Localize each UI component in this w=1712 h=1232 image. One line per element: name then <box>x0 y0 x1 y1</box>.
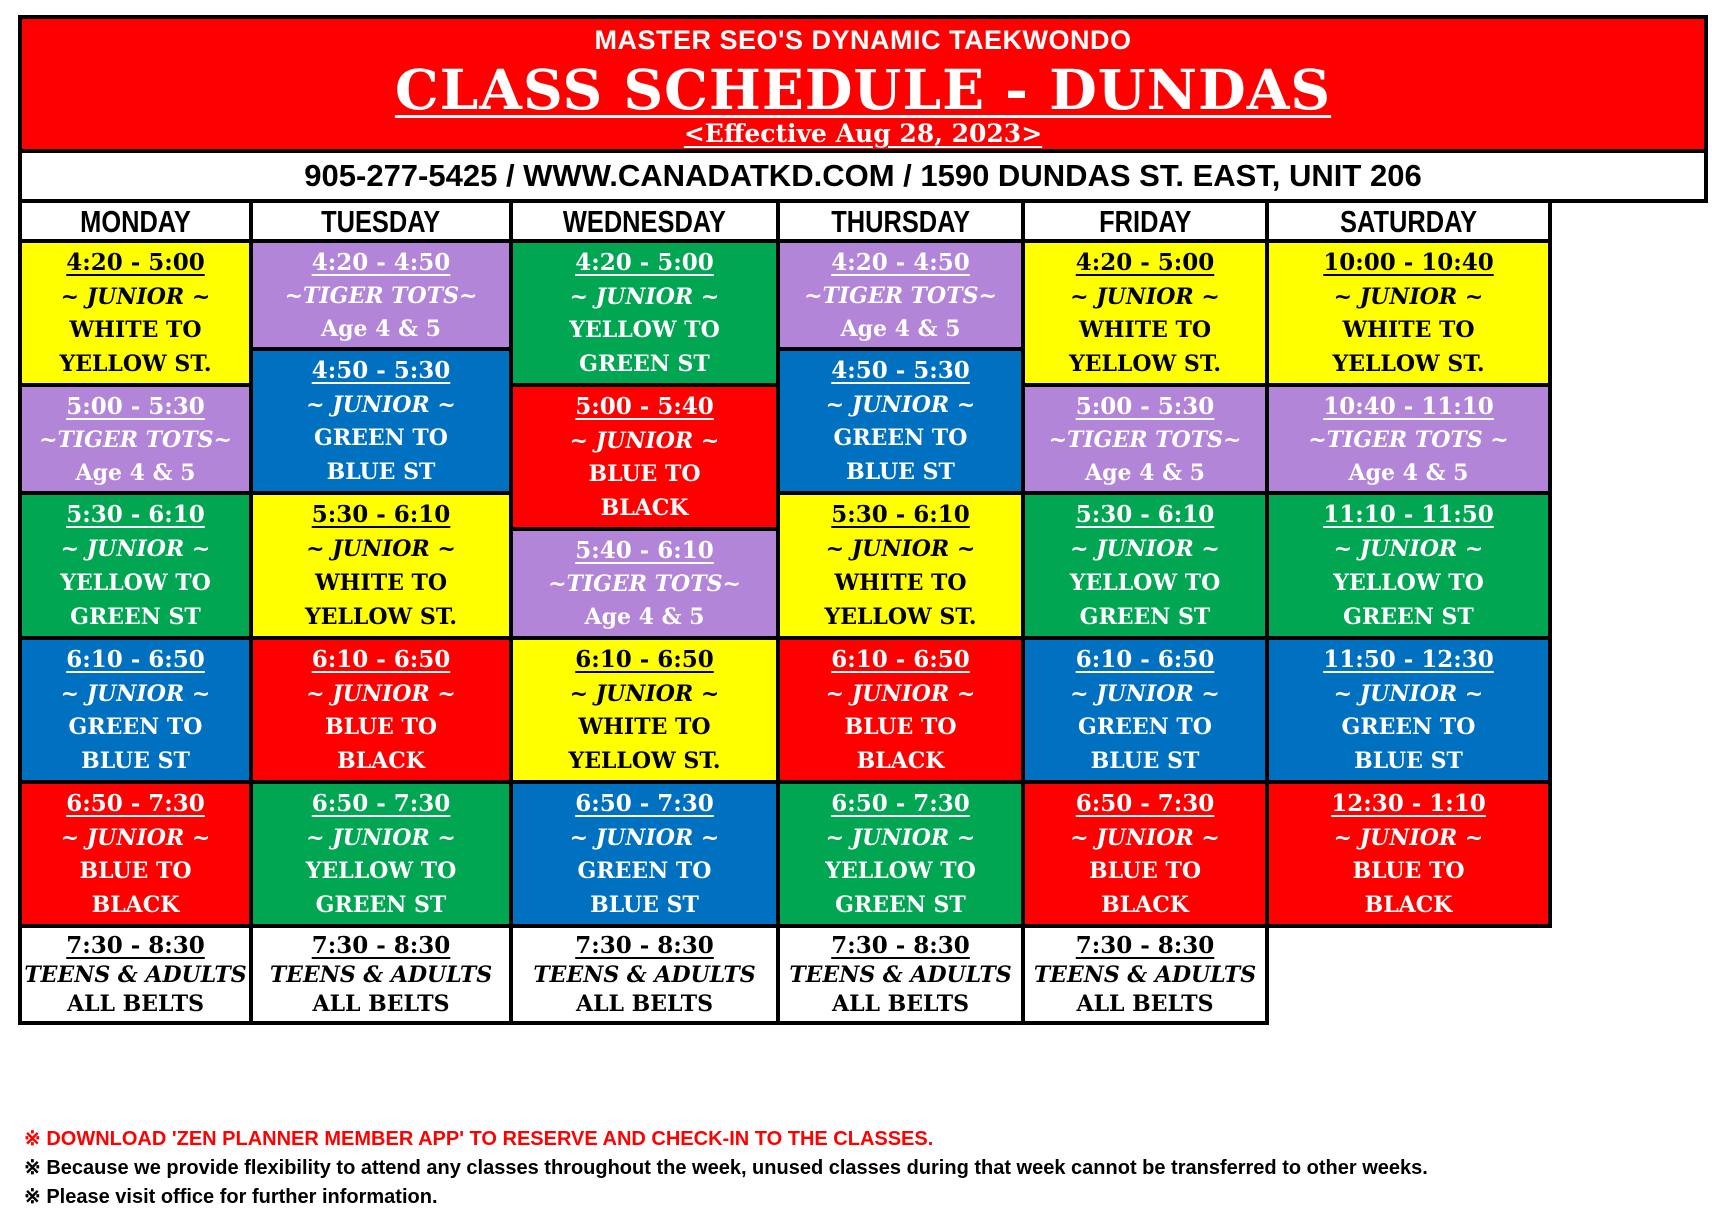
class-time: 6:10 - 6:50 <box>66 645 205 673</box>
class-cell-wednesday-0 <box>509 239 780 387</box>
class-level: ALL BELTS <box>832 991 969 1018</box>
class-cell-saturday-4 <box>1265 780 1552 928</box>
class-time: 6:50 - 7:30 <box>831 789 970 817</box>
class-level: ALL BELTS <box>1076 991 1214 1018</box>
class-cell-thursday-5 <box>776 924 1025 1025</box>
day-header-monday: MONDAY <box>18 203 253 243</box>
class-level: YELLOW TO <box>60 570 211 596</box>
day-header-saturday: SATURDAY <box>1265 203 1552 243</box>
class-level: YELLOW TO <box>825 858 976 885</box>
class-level-2: BLUE ST <box>1354 748 1463 775</box>
class-program: ~TIGER TOTS ~ <box>1308 426 1509 453</box>
note-office: ※ Please visit office for further information. <box>24 1186 438 1208</box>
class-time: 11:10 - 11:50 <box>1323 501 1494 528</box>
class-level: BLUE TO <box>79 858 192 885</box>
class-level: Age 4 & 5 <box>321 315 441 342</box>
class-time: 5:40 - 6:10 <box>575 536 714 564</box>
class-time: 11:50 - 12:30 <box>1323 645 1494 673</box>
class-program: ~ JUNIOR ~ <box>60 283 211 310</box>
class-cell-saturday-2 <box>1265 491 1552 640</box>
class-level: ALL BELTS <box>67 991 204 1018</box>
class-time: 6:50 - 7:30 <box>1075 789 1215 817</box>
class-cell-thursday-2 <box>776 491 1025 640</box>
class-time: 6:10 - 6:50 <box>831 645 970 673</box>
class-cell-thursday-3 <box>776 636 1025 784</box>
class-level-2: YELLOW ST. <box>824 604 977 630</box>
class-program: ~ JUNIOR ~ <box>1070 680 1220 707</box>
class-program: ~ JUNIOR ~ <box>306 391 456 418</box>
class-time: 12:30 - 1:10 <box>1331 789 1486 817</box>
class-time: 6:10 - 6:50 <box>575 645 714 673</box>
class-level-2: GREEN ST <box>835 892 966 919</box>
class-cell-monday-2 <box>18 491 253 640</box>
class-level: Age 4 & 5 <box>840 315 961 342</box>
class-time: 10:40 - 11:10 <box>1323 392 1494 420</box>
class-program: ~ JUNIOR ~ <box>60 680 211 707</box>
class-cell-saturday-1 <box>1265 383 1552 495</box>
class-time: 10:00 - 10:40 <box>1323 248 1494 276</box>
schedule-poster <box>18 15 1708 1125</box>
class-level-2: BLUE ST <box>1090 748 1200 775</box>
class-program: ~ JUNIOR ~ <box>1070 824 1220 851</box>
class-time: 5:00 - 5:30 <box>1075 392 1215 420</box>
class-cell-friday-4 <box>1021 780 1269 928</box>
class-program: ~ JUNIOR ~ <box>569 824 720 851</box>
class-cell-wednesday-4 <box>509 780 780 928</box>
class-level-2: BLUE ST <box>326 459 436 486</box>
class-program: TEENS & ADULTS <box>24 961 247 988</box>
class-program: ~ JUNIOR ~ <box>1070 536 1220 562</box>
note-app: ※ DOWNLOAD 'ZEN PLANNER MEMBER APP' TO RESERVE AND CHECK-IN TO THE CLASSES. <box>24 1128 934 1150</box>
class-time: 5:30 - 6:10 <box>831 501 970 528</box>
class-level-2: YELLOW ST. <box>568 748 721 775</box>
class-level: WHITE TO <box>834 570 967 596</box>
effective-date: <Effective Aug 28, 2023> <box>683 119 1043 148</box>
class-program: ~ JUNIOR ~ <box>1070 283 1220 310</box>
class-level-2: BLACK <box>337 748 425 775</box>
class-cell-tuesday-3 <box>249 636 513 784</box>
class-time: 5:30 - 6:10 <box>311 501 451 528</box>
class-time: 5:00 - 5:30 <box>66 392 205 420</box>
class-program: ~ JUNIOR ~ <box>1333 824 1484 851</box>
class-program: ~ JUNIOR ~ <box>825 536 976 562</box>
class-level: WHITE TO <box>314 570 448 596</box>
class-level: ALL BELTS <box>312 991 450 1018</box>
class-program: ~ JUNIOR ~ <box>825 824 976 851</box>
class-cell-friday-1 <box>1021 383 1269 495</box>
class-time: 4:50 - 5:30 <box>831 356 970 384</box>
class-level: GREEN TO <box>1078 714 1212 741</box>
class-cell-friday-5 <box>1021 924 1269 1025</box>
class-cell-saturday-0 <box>1265 239 1552 387</box>
class-level-2: BLUE ST <box>81 748 190 775</box>
class-cell-monday-1 <box>18 383 253 495</box>
class-time: 4:20 - 5:00 <box>66 248 205 276</box>
class-cell-thursday-4 <box>776 780 1025 928</box>
class-program: ~TIGER TOTS~ <box>804 282 997 309</box>
class-level: YELLOW TO <box>1069 570 1221 596</box>
class-level: Age 4 & 5 <box>75 459 196 486</box>
class-time: 7:30 - 8:30 <box>66 931 205 959</box>
class-level: YELLOW TO <box>1333 570 1484 596</box>
class-level-2: GREEN ST <box>70 604 201 630</box>
class-level-2: BLACK <box>1101 892 1189 919</box>
class-time: 4:20 - 5:00 <box>575 248 714 276</box>
class-level-2: GREEN ST <box>1343 604 1474 630</box>
class-program: ~ JUNIOR ~ <box>1333 536 1484 562</box>
class-program: ~ JUNIOR ~ <box>60 536 211 562</box>
class-level: YELLOW TO <box>569 317 720 344</box>
class-time: 6:50 - 7:30 <box>575 789 714 817</box>
class-cell-tuesday-0 <box>249 239 513 351</box>
class-time: 7:30 - 8:30 <box>831 931 970 959</box>
class-level-2: BLACK <box>856 748 945 775</box>
class-level: YELLOW TO <box>305 858 457 885</box>
class-cell-monday-5 <box>18 924 253 1025</box>
class-level: BLUE TO <box>588 461 701 488</box>
class-cell-wednesday-1 <box>509 383 780 531</box>
class-level-2: YELLOW ST. <box>1068 351 1222 378</box>
class-level: GREEN TO <box>68 714 203 741</box>
class-level: GREEN TO <box>833 425 968 452</box>
notes <box>24 1125 1684 1212</box>
class-program: ~ JUNIOR ~ <box>306 536 456 562</box>
class-program: ~TIGER TOTS~ <box>284 282 478 309</box>
day-header-thursday: THURSDAY <box>776 203 1025 243</box>
class-cell-saturday-3 <box>1265 636 1552 784</box>
class-cell-wednesday-5 <box>509 924 780 1025</box>
class-level-2: YELLOW ST. <box>304 604 458 630</box>
class-time: 4:20 - 4:50 <box>311 248 451 276</box>
class-program: ~ JUNIOR ~ <box>825 391 976 418</box>
class-cell-friday-3 <box>1021 636 1269 784</box>
class-level-2: BLUE ST <box>846 459 955 486</box>
school-name: MASTER SEO'S DYNAMIC TAEKWONDO <box>594 25 1132 55</box>
class-level-2: GREEN ST <box>315 892 447 919</box>
class-level-2: BLACK <box>600 495 689 522</box>
class-program: ~TIGER TOTS~ <box>39 426 232 453</box>
class-cell-monday-4 <box>18 780 253 928</box>
class-program: TEENS & ADULTS <box>533 961 756 988</box>
class-program: ~ JUNIOR ~ <box>306 680 456 707</box>
class-level: WHITE TO <box>69 317 202 344</box>
class-program: ~ JUNIOR ~ <box>825 680 976 707</box>
class-level: BLUE TO <box>1352 858 1465 885</box>
class-program: ~TIGER TOTS~ <box>1048 426 1242 453</box>
class-level-2: BLACK <box>1364 892 1453 919</box>
class-level: GREEN TO <box>577 858 712 885</box>
class-time: 6:50 - 7:30 <box>311 789 451 817</box>
class-time: 7:30 - 8:30 <box>1075 931 1215 959</box>
note-flexibility: ※ Because we provide flexibility to attend any classes throughout the week, unused classes during that week cannot be transferred to other weeks. <box>24 1157 1428 1179</box>
class-cell-friday-0 <box>1021 239 1269 387</box>
contact-bar: 905-277-5425 / WWW.CANADATKD.COM / 1590 DUNDAS ST. EAST, UNIT 206 <box>18 153 1708 203</box>
class-cell-monday-3 <box>18 636 253 784</box>
class-cell-tuesday-1 <box>249 347 513 495</box>
class-time: 4:20 - 5:00 <box>1075 248 1215 276</box>
class-cell-tuesday-2 <box>249 491 513 640</box>
class-program: TEENS & ADULTS <box>269 961 493 988</box>
class-level: Age 4 & 5 <box>1085 459 1205 486</box>
class-level: WHITE TO <box>1078 317 1212 344</box>
class-cell-thursday-0 <box>776 239 1025 351</box>
class-level: Age 4 & 5 <box>1348 459 1469 486</box>
day-header-friday: FRIDAY <box>1021 203 1269 243</box>
page-title: CLASS SCHEDULE - DUNDAS <box>394 57 1332 122</box>
class-level-2: YELLOW ST. <box>59 351 212 378</box>
class-cell-tuesday-4 <box>249 780 513 928</box>
class-program: ~ JUNIOR ~ <box>1333 283 1484 310</box>
class-cell-monday-0 <box>18 239 253 387</box>
class-level: WHITE TO <box>1342 317 1475 344</box>
class-cell-wednesday-2 <box>509 527 780 640</box>
class-time: 5:30 - 6:10 <box>66 501 205 528</box>
class-program: TEENS & ADULTS <box>1033 961 1257 988</box>
class-level-2: GREEN ST <box>579 351 710 378</box>
class-level: BLUE TO <box>1088 858 1201 885</box>
class-time: 5:00 - 5:40 <box>575 392 714 420</box>
class-program: ~ JUNIOR ~ <box>60 824 211 851</box>
class-time: 6:50 - 7:30 <box>66 789 205 817</box>
class-level: BLUE TO <box>844 714 957 741</box>
class-program: ~ JUNIOR ~ <box>569 283 720 310</box>
class-program: TEENS & ADULTS <box>789 961 1012 988</box>
class-program: ~ JUNIOR ~ <box>569 680 720 707</box>
class-time: 5:30 - 6:10 <box>1075 501 1215 528</box>
class-cell-tuesday-5 <box>249 924 513 1025</box>
day-header-wednesday: WEDNESDAY <box>509 203 780 243</box>
class-level: GREEN TO <box>1341 714 1476 741</box>
class-cell-thursday-1 <box>776 347 1025 495</box>
class-program: ~ JUNIOR ~ <box>1333 680 1484 707</box>
class-time: 4:20 - 4:50 <box>831 248 970 276</box>
class-level: Age 4 & 5 <box>584 604 705 631</box>
class-time: 7:30 - 8:30 <box>575 931 714 959</box>
class-time: 4:50 - 5:30 <box>311 356 451 384</box>
class-time: 7:30 - 8:30 <box>311 931 451 959</box>
class-level-2: BLUE ST <box>590 892 699 919</box>
class-cell-friday-2 <box>1021 491 1269 640</box>
class-level-2: GREEN ST <box>1079 604 1211 630</box>
header-banner <box>18 15 1708 153</box>
class-level: GREEN TO <box>314 425 448 452</box>
class-program: ~ JUNIOR ~ <box>306 824 456 851</box>
class-cell-wednesday-3 <box>509 636 780 784</box>
class-level: WHITE TO <box>578 714 711 741</box>
class-time: 6:10 - 6:50 <box>311 645 451 673</box>
class-level: BLUE TO <box>324 714 437 741</box>
class-level-2: BLACK <box>91 892 180 919</box>
class-program: ~TIGER TOTS~ <box>548 570 741 597</box>
class-level: ALL BELTS <box>576 991 713 1018</box>
day-header-tuesday: TUESDAY <box>249 203 513 243</box>
class-time: 6:10 - 6:50 <box>1075 645 1215 673</box>
class-level-2: YELLOW ST. <box>1332 351 1485 378</box>
class-program: ~ JUNIOR ~ <box>569 427 720 454</box>
